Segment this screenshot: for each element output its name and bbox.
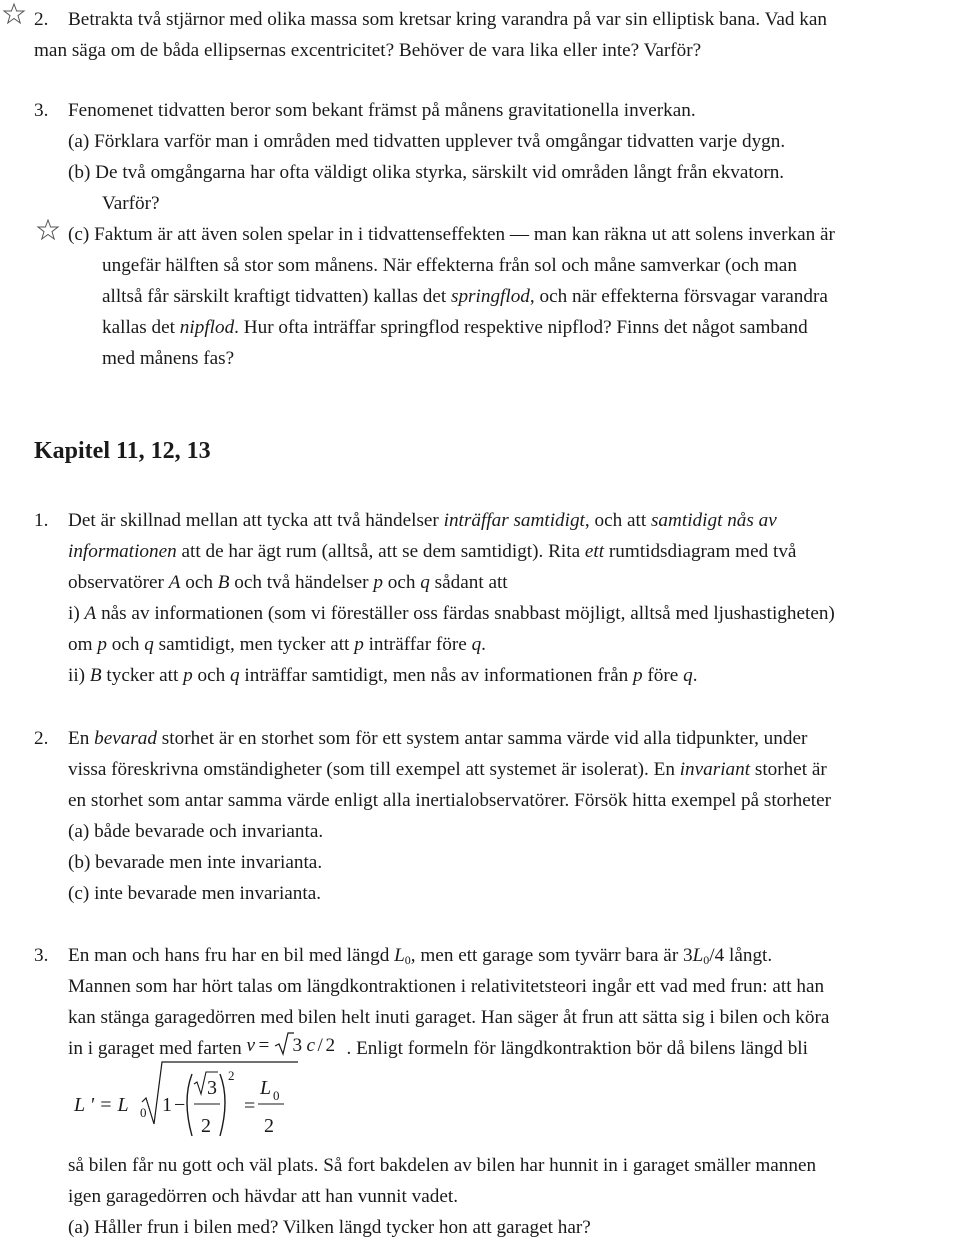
sqrt-icon xyxy=(274,1032,294,1056)
problem-text: En man och hans fru har en bil med längd $L_0$, men ett garage som tyvärr bara är $3L_0/4$ långt. xyxy=(68,945,773,967)
problem-number: 3. xyxy=(34,100,49,121)
formula-subscript: 0 xyxy=(273,1088,280,1103)
formula-subscript: 0 xyxy=(140,1105,147,1120)
star-outline-icon[interactable] xyxy=(2,2,26,26)
problem-number: 1. xyxy=(34,510,49,531)
subquestion-c: alltså får särskilt kraftigt tidvatten) kallas det springflod, och när effekterna försvagar varandra xyxy=(102,286,828,307)
subquestion-c: (c) inte bevarade men invarianta. xyxy=(68,883,322,904)
problem-text: in i garaget med farten v = 3 c / 2 . Enligt formeln för längdkontraktion bör då bilens längd bli xyxy=(68,1033,808,1064)
problem-text: Fenomenet tidvatten beror som bekant främst på månens gravitationella inverkan. xyxy=(68,100,696,121)
condition-ii: ii) B tycker att p och q inträffar samtidigt, men nås av informationen från p före q. xyxy=(68,665,698,686)
subquestion-c: kallas det nipflod. Hur ofta inträffar springflod respektive nipflod? Finns det något samband xyxy=(102,317,808,338)
problem-text: kan stänga garagedörren med bilen helt inuti garaget. Han säger åt frun att sätta sig i bilen och köra xyxy=(68,1007,830,1028)
condition-i: om p och q samtidigt, men tycker att p inträffar före q. xyxy=(68,634,486,655)
problem-number: 2. xyxy=(34,9,49,30)
problem-number: 3. xyxy=(34,945,49,966)
problem-text: så bilen får nu gott och väl plats. Så fort bakdelen av bilen har hunnit in i garaget smäller mannen xyxy=(68,1155,817,1176)
formula-one: 1 xyxy=(162,1094,172,1116)
problem-number: 2. xyxy=(34,728,49,749)
subquestion-b: (b) De två omgångarna har ofta väldigt olika styrka, särskilt vid områden långt från ekvatorn. xyxy=(68,162,785,183)
subquestion-c: ungefär hälften så stor som månens. När effekterna från sol och måne samverkar (och man xyxy=(102,255,797,276)
formula-two: 2 xyxy=(201,1115,211,1137)
subquestion-b: (b) bevarade men inte invarianta. xyxy=(68,852,323,873)
subquestion-b: Varför? xyxy=(102,193,160,214)
subquestion-a: (a) både bevarade och invarianta. xyxy=(68,821,324,842)
problem-text: observatörer A och B och två händelser p och q sådant att xyxy=(68,572,508,593)
formula-exponent: 2 xyxy=(228,1068,235,1083)
problem-text: En bevarad storhet är en storhet som för ett system antar samma värde vid alla tidpunkter, under xyxy=(68,728,808,749)
problem-text: informationen att de har ägt rum (alltså, att se dem samtidigt). Rita ett rumtidsdiagram med två xyxy=(68,541,797,562)
formula-equals: = xyxy=(244,1095,256,1117)
chapter-heading: Kapitel 11, 12, 13 xyxy=(34,438,211,464)
subquestion-c: (c) Faktum är att även solen spelar in i tidvattenseffekten — man kan räkna ut att solens inverkan är xyxy=(68,224,835,245)
problem-text: en storhet som antar samma värde enligt alla inertialobservatörer. Försök hitta exempel på storheter xyxy=(68,790,831,811)
length-contraction-formula xyxy=(70,1060,300,1150)
formula-lhs: L ' = L xyxy=(74,1094,129,1116)
formula-minus: − xyxy=(174,1094,186,1116)
problem-text: igen garagedörren och hävdar att han vunnit vadet. xyxy=(68,1186,458,1207)
subquestion-a: (a) Förklara varför man i områden med tidvatten upplever två omgångar tidvatten varje dygn. xyxy=(68,131,786,152)
subquestion-c: med månens fas? xyxy=(102,348,235,369)
problem-text: Det är skillnad mellan att tycka att två händelser inträffar samtidigt, och att samtidigt nås av xyxy=(68,510,777,531)
star-outline-icon[interactable] xyxy=(36,218,60,242)
subquestion-a: (a) Håller frun i bilen med? Vilken längd tycker hon att garaget har? xyxy=(68,1217,591,1238)
formula-L: L xyxy=(260,1077,272,1099)
problem-text: Betrakta två stjärnor med olika massa som kretsar kring varandra på var sin elliptisk bana. Vad kan xyxy=(68,9,827,30)
formula-three: 3 xyxy=(207,1077,217,1099)
problem-text: Mannen som har hört talas om längdkontraktionen i relativitetsteori ingår ett vad med frun: att han xyxy=(68,976,825,997)
speed-formula: v = 3 c / 2 xyxy=(246,1034,346,1058)
formula-two: 2 xyxy=(264,1115,274,1137)
condition-i: i) A nås av informationen (som vi föreställer oss färdas snabbast möjligt, alltså med ljushastigheten) xyxy=(68,603,835,624)
problem-text: vissa föreskrivna omständigheter (som till exempel att systemet är isolerat). En invariant storhet är xyxy=(68,759,827,780)
problem-text: man säga om de båda ellipsernas excentricitet? Behöver de vara lika eller inte? Varför? xyxy=(34,40,702,61)
